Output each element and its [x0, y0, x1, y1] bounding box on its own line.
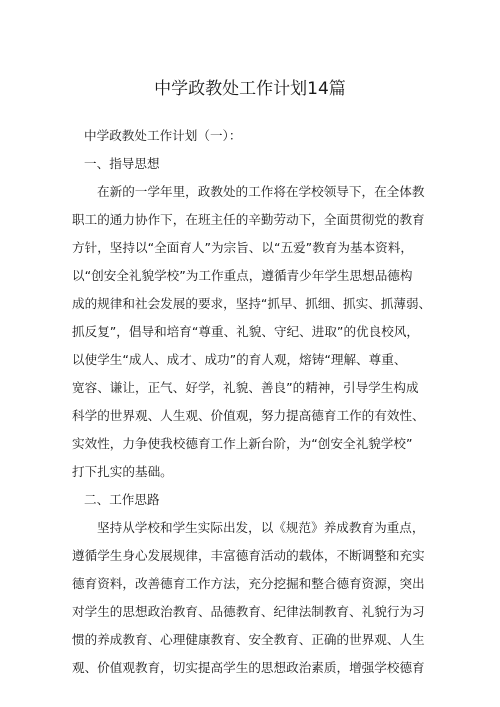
paragraph-line: 实效性，力争使我校德育工作上新台阶，为“创安全礼貌学校”	[72, 436, 413, 451]
paragraph-line: 宽容、谦让，正气、好学，礼貌、善良”的精神，引导学生构成	[72, 380, 419, 395]
paragraph-line: 惯的养成教育、心理健康教育、安全教育、正确的世界观、人生	[72, 632, 425, 647]
paragraph-line: 以使学生“成人、成才、成功”的育人观，熔铸“理解、尊重、	[72, 352, 407, 367]
heading-guiding-ideology: 一、指导思想	[84, 156, 160, 171]
paragraph-line: 德育资料，改善德育工作方法，充分挖掘和整合德育资源，突出	[72, 576, 425, 591]
paragraph-line: 方针，坚持以“全面育人”为宗旨、以“五爱”教育为基本资料，	[72, 240, 413, 255]
paragraph-line: 以“创安全礼貌学校”为工作重点，遵循青少年学生思想品德构	[72, 268, 413, 283]
document-title: 中学政教处工作计划14篇	[154, 79, 346, 99]
paragraph-line: 坚持从学校和学生实际出发，以《规范》养成教育为重点，	[97, 520, 425, 535]
paragraph-line: 职工的通力协作下，在班主任的辛勤劳动下，全面贯彻党的教育	[72, 212, 425, 227]
paragraph-line: 在新的一学年里，政教处的工作将在学校领导下，在全体教	[97, 184, 425, 199]
paragraph-line: 对学生的思想政治教育、品德教育、纪律法制教育、礼貌行为习	[72, 604, 425, 619]
paragraph-line: 遵循学生身心发展规律，丰富德育活动的载体，不断调整和充实	[72, 548, 425, 563]
paragraph-line: 科学的世界观、人生观、价值观，努力提高德育工作的有效性、	[72, 408, 425, 423]
paragraph-line: 抓反复”，倡导和培育“尊重、礼貌、守纪、进取”的优良校风，	[72, 324, 420, 339]
paragraph-line: 成的规律和社会发展的要求，坚持“抓早、抓细、抓实、抓薄弱、	[72, 296, 432, 311]
paragraph-line: 打下扎实的基础。	[72, 464, 173, 479]
section-heading: 中学政教处工作计划（一）：	[84, 128, 242, 143]
heading-work-approach: 二、工作思路	[84, 492, 160, 507]
paragraph-line: 观、价值观教育，切实提高学生的思想政治素质，增强学校德育	[72, 660, 425, 675]
